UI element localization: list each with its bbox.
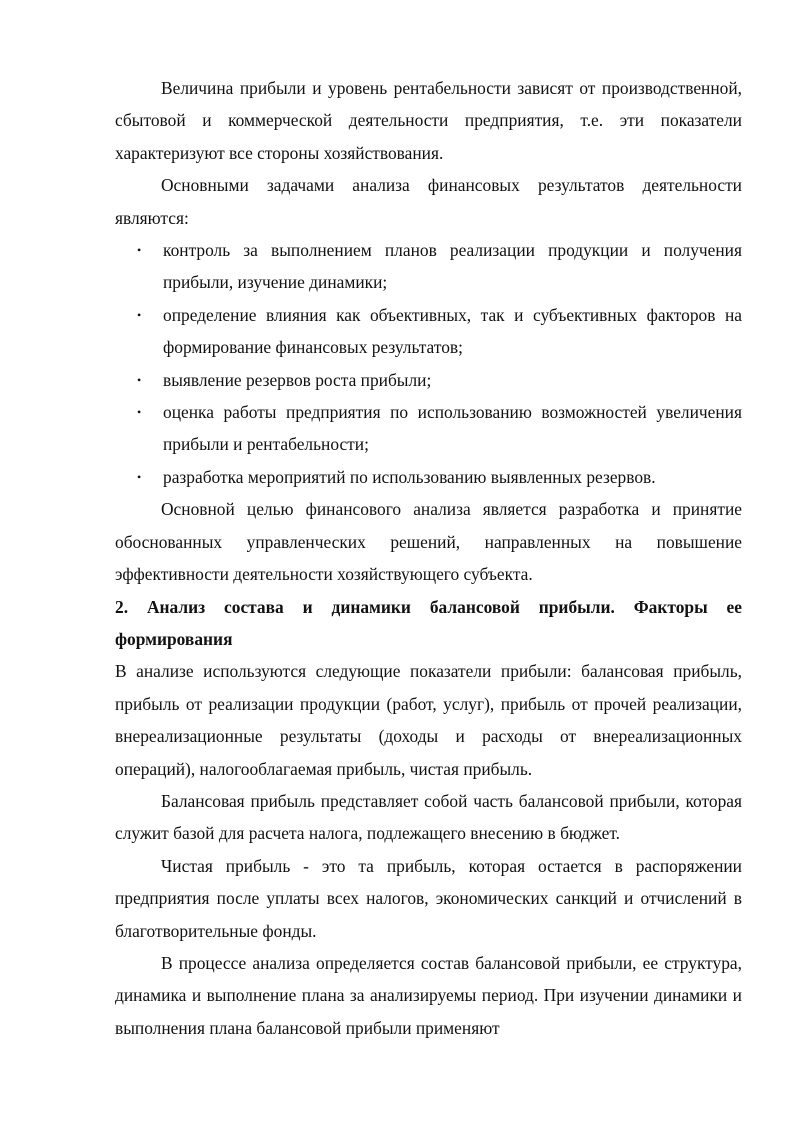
list-item xyxy=(115,364,742,396)
bullet-icon: • xyxy=(137,469,142,484)
bullet-icon: • xyxy=(137,405,142,420)
list-item-text: разработка мероприятий по использованию выявленных резервов. xyxy=(163,466,656,487)
section-heading: 2. Анализ состава и динамики балансовой прибыли. Факторы ее формирования xyxy=(115,596,742,649)
paragraph-analysis-goal: Основной целью финансового анализа является разработка и принятие обоснованных управленческих решений, направленных на повышение эффективности деятельности хозяйствующего субъекта. xyxy=(115,499,742,585)
list-item-text: оценка работы предприятия по использованию возможностей увеличения прибыли и рентабельности; xyxy=(163,402,742,455)
paragraph-profit-dependence: Величина прибыли и уровень рентабельности зависят от производственной, сбытовой и коммерческой деятельности предприятия, т.е. эти показатели характеризуют все стороны хозяйствования. xyxy=(115,78,742,163)
list-item xyxy=(115,234,742,299)
paragraph-profit-indicators: В анализе используются следующие показатели прибыли: балансовая прибыль, прибыль от реализации продукции (работ, услуг), прибыль от прочей реализации, внереализационные результаты (доходы и расходы от внереализационных операций), налогооблагаемая прибыль, чистая прибыль. xyxy=(115,661,742,779)
bullet-icon: • xyxy=(137,307,142,322)
bullet-icon: • xyxy=(137,243,142,258)
list-item xyxy=(115,299,742,364)
paragraph-balance-profit: Балансовая прибыль представляет собой часть балансовой прибыли, которая служит базой для расчета налога, подлежащего внесению в бюджет. xyxy=(115,790,742,844)
tasks-bullet-list xyxy=(115,234,742,493)
bullet-icon: • xyxy=(137,372,142,387)
list-item xyxy=(115,461,742,493)
list-item-text: выявление резервов роста прибыли; xyxy=(163,369,432,390)
paragraph-net-profit: Чистая прибыль - это та прибыль, которая остается в распоряжении предприятия после уплаты всех налогов, экономических санкций и отчислений в благотворительные фонды. xyxy=(115,855,742,941)
paragraph-analysis-tasks: Основными задачами анализа финансовых результатов деятельности являются: xyxy=(115,175,742,228)
paragraph-analysis-process: В процессе анализа определяется состав балансовой прибыли, ее структура, динамика и выполнение плана за анализируемы период. При изучении динамики и выполнения плана балансовой прибыли применяют xyxy=(115,952,742,1038)
document-body xyxy=(115,72,742,1044)
list-item xyxy=(115,396,742,461)
list-item-text: определение влияния как объективных, так и субъективных факторов на формирование финансовых результатов; xyxy=(163,304,742,358)
list-item-text: контроль за выполнением планов реализации продукции и получения прибыли, изучение динамики; xyxy=(163,240,742,293)
